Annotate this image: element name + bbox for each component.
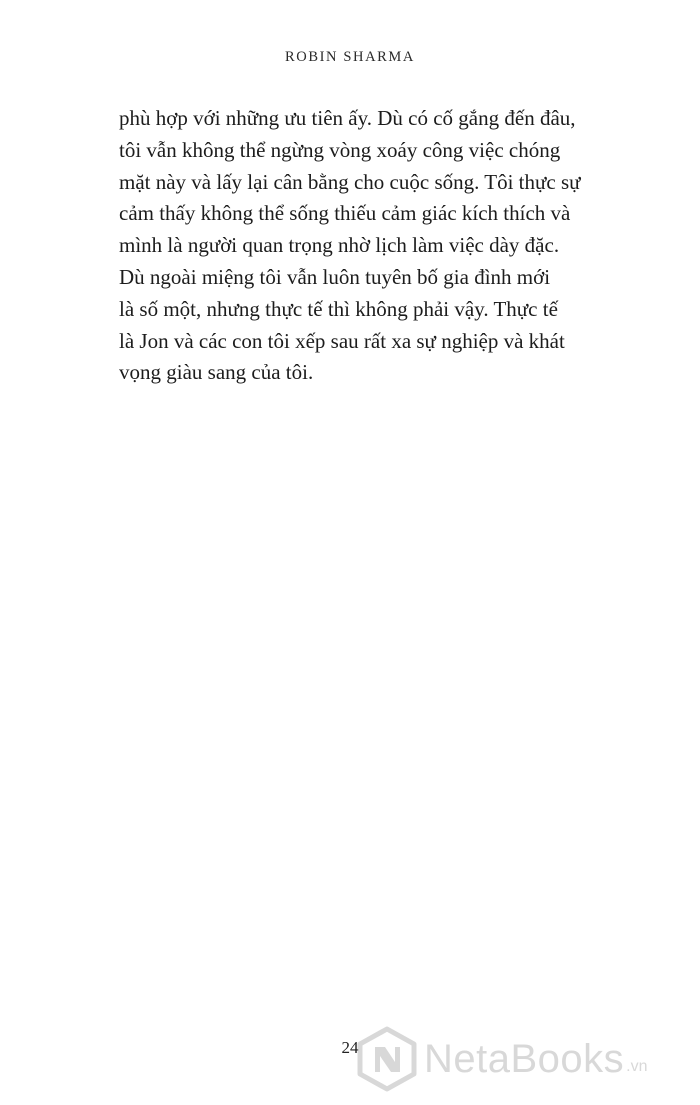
watermark-brand: NetaBooks (424, 1037, 625, 1081)
text-line: phù hợp với những ưu tiên ấy. Dù có cố gắng đến đâu, (119, 106, 576, 130)
body-paragraph (119, 103, 589, 389)
text-line: Dù ngoài miệng tôi vẫn luôn tuyên bố gia đình mới (119, 264, 551, 289)
page-number: 24 (341, 1038, 359, 1057)
watermark-suffix: .vn (626, 1058, 648, 1075)
text-line: là Jon và các con tôi xếp sau rất xa sự nghiệp và khát (119, 328, 565, 353)
text-line: là số một, nhưng thực tế thì không phải vậy. Thực tế (119, 296, 558, 321)
watermark (356, 1024, 696, 1094)
text-line: mình là người quan trọng nhờ lịch làm việc dày đặc. (119, 233, 560, 258)
text-line: vọng giàu sang của tôi. (119, 360, 314, 385)
text-line: cảm thấy không thể sống thiếu cảm giác kích thích và (119, 201, 571, 226)
netabooks-logo-icon (356, 1026, 418, 1092)
text-line: tôi vẫn không thể ngừng vòng xoáy công việc chóng (119, 137, 561, 162)
running-header: ROBIN SHARMA (285, 49, 415, 65)
text-line: mặt này và lấy lại cân bằng cho cuộc sống. Tôi thực sự (119, 169, 581, 194)
